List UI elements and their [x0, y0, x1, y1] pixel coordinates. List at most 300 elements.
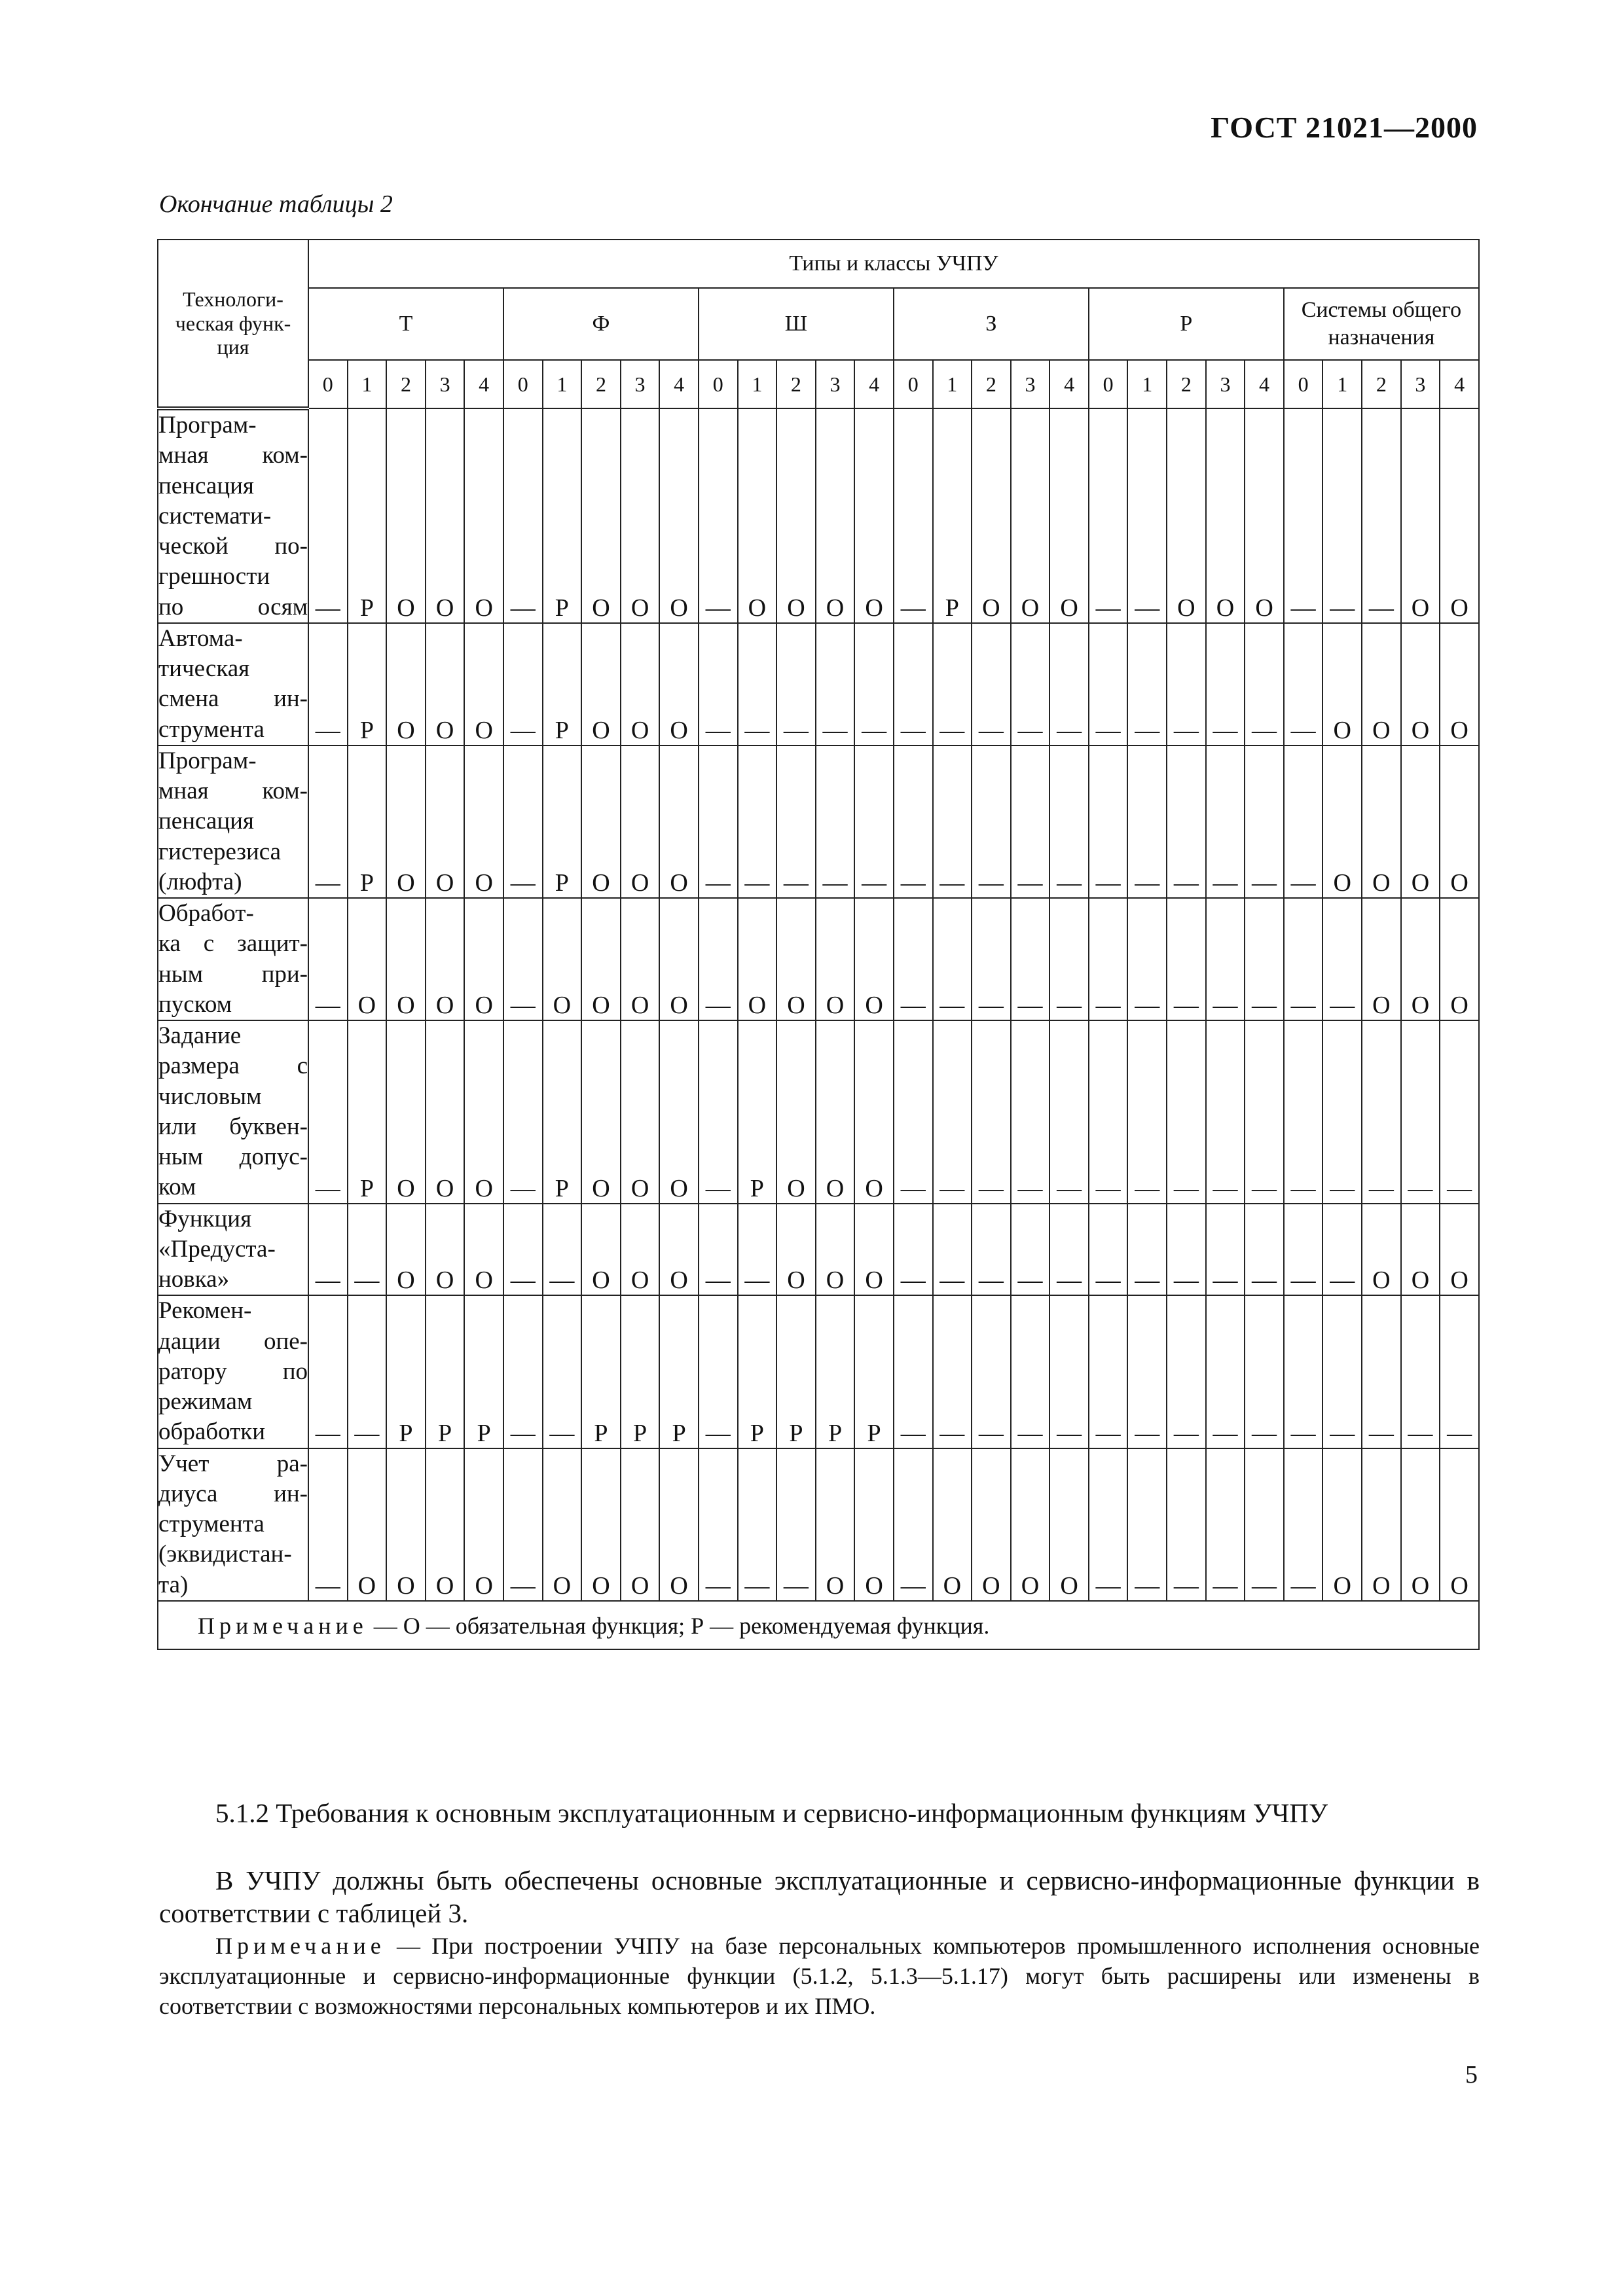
value-cell: —	[1127, 408, 1167, 623]
class-header: 0	[1284, 360, 1323, 408]
value-cell: —	[1284, 898, 1323, 1020]
value-cell: Р	[543, 408, 582, 623]
value-cell: О	[426, 408, 465, 623]
value-cell: —	[308, 1020, 348, 1204]
value-cell: —	[933, 1020, 972, 1204]
value-cell: —	[894, 408, 933, 623]
value-cell: О	[621, 1204, 660, 1296]
value-cell: О	[659, 408, 699, 623]
value-cell: —	[1245, 898, 1284, 1020]
group-header: Т	[308, 288, 503, 360]
value-cell: —	[308, 408, 348, 623]
class-header: 4	[1049, 360, 1089, 408]
value-cell: —	[1401, 1295, 1440, 1448]
value-cell: О	[1440, 1448, 1479, 1601]
value-cell: О	[816, 898, 855, 1020]
value-cell: Р	[933, 408, 972, 623]
value-cell: —	[1089, 408, 1128, 623]
table-row	[158, 1204, 1479, 1296]
value-cell: О	[1401, 1204, 1440, 1296]
class-header: 2	[386, 360, 426, 408]
value-cell: —	[894, 1204, 933, 1296]
value-cell: О	[621, 898, 660, 1020]
value-cell: О	[816, 408, 855, 623]
function-name-cell: Програм- мная ком- пенсация системати- ческой по- грешности по осям	[158, 408, 308, 623]
value-cell: О	[659, 1204, 699, 1296]
value-cell: —	[1011, 898, 1050, 1020]
value-cell: —	[1049, 1204, 1089, 1296]
table-row	[158, 623, 1479, 745]
value-cell: О	[464, 898, 503, 1020]
value-cell: О	[543, 1448, 582, 1601]
table-row	[158, 408, 1479, 623]
value-cell: О	[854, 898, 894, 1020]
value-cell: —	[1089, 745, 1128, 898]
value-cell: —	[348, 1295, 387, 1448]
value-cell: Р	[426, 1295, 465, 1448]
value-cell: О	[972, 1448, 1011, 1601]
value-cell: —	[1206, 623, 1245, 745]
value-cell: —	[1127, 623, 1167, 745]
value-cell: —	[1206, 1020, 1245, 1204]
value-cell: —	[1049, 745, 1089, 898]
value-cell: —	[1322, 898, 1362, 1020]
value-cell: —	[776, 623, 816, 745]
value-cell: —	[308, 1204, 348, 1296]
value-cell: О	[854, 1204, 894, 1296]
value-cell: О	[464, 1204, 503, 1296]
value-cell: —	[1206, 1448, 1245, 1601]
class-header: 4	[659, 360, 699, 408]
value-cell: —	[1089, 623, 1128, 745]
value-cell: —	[1089, 1020, 1128, 1204]
section-body: В УЧПУ должны быть обеспечены основные эксплуатационные и сервисно-информационные функции в соответствии с таблицей 3.	[159, 1865, 1480, 1929]
value-cell: Р	[464, 1295, 503, 1448]
value-cell: —	[503, 623, 543, 745]
table-row	[158, 745, 1479, 898]
value-cell: О	[386, 898, 426, 1020]
class-header: 3	[1011, 360, 1050, 408]
value-cell: —	[854, 745, 894, 898]
class-header: 0	[503, 360, 543, 408]
value-cell: —	[1284, 1448, 1323, 1601]
value-cell: —	[1127, 1448, 1167, 1601]
value-cell: О	[581, 623, 621, 745]
class-header: 1	[738, 360, 777, 408]
value-cell: О	[426, 1020, 465, 1204]
value-cell: —	[933, 1295, 972, 1448]
value-cell: —	[1167, 1295, 1206, 1448]
value-cell: —	[1245, 1204, 1284, 1296]
function-name-cell: Функция «Предуста- новка»	[158, 1204, 308, 1296]
value-cell: О	[1401, 1448, 1440, 1601]
value-cell: О	[1401, 745, 1440, 898]
class-header: 3	[621, 360, 660, 408]
value-cell: —	[1127, 1204, 1167, 1296]
value-cell: Р	[543, 745, 582, 898]
value-cell: —	[1167, 1020, 1206, 1204]
value-cell: —	[1127, 745, 1167, 898]
class-header: 1	[1127, 360, 1167, 408]
function-column-header: Технологи- ческая функ- ция	[158, 240, 308, 408]
value-cell: О	[1322, 623, 1362, 745]
value-cell: О	[581, 745, 621, 898]
value-cell: —	[699, 1204, 738, 1296]
value-cell: —	[1089, 1448, 1128, 1601]
class-header: 0	[894, 360, 933, 408]
value-cell: О	[426, 898, 465, 1020]
value-cell: О	[1206, 408, 1245, 623]
value-cell: О	[426, 623, 465, 745]
value-cell: Р	[738, 1295, 777, 1448]
value-cell: —	[894, 623, 933, 745]
value-cell: —	[894, 1448, 933, 1601]
value-cell: О	[621, 745, 660, 898]
value-cell: О	[464, 1020, 503, 1204]
table-row	[158, 898, 1479, 1020]
value-cell: О	[776, 1020, 816, 1204]
class-header: 2	[1167, 360, 1206, 408]
value-cell: О	[386, 1448, 426, 1601]
table-row	[158, 1020, 1479, 1204]
class-header: 4	[464, 360, 503, 408]
value-cell: О	[621, 1020, 660, 1204]
value-cell: О	[386, 408, 426, 623]
class-header: 4	[1440, 360, 1479, 408]
value-cell: Р	[854, 1295, 894, 1448]
class-header: 1	[1322, 360, 1362, 408]
value-cell: О	[816, 1020, 855, 1204]
value-cell: О	[348, 898, 387, 1020]
value-cell: —	[1167, 898, 1206, 1020]
value-cell: О	[621, 1448, 660, 1601]
value-cell: О	[464, 745, 503, 898]
value-cell: О	[1401, 623, 1440, 745]
value-cell: О	[854, 408, 894, 623]
value-cell: —	[1284, 623, 1323, 745]
class-header: 1	[933, 360, 972, 408]
value-cell: О	[659, 1020, 699, 1204]
value-cell: —	[972, 1020, 1011, 1204]
value-cell: —	[308, 1448, 348, 1601]
value-cell: —	[1011, 1204, 1050, 1296]
group-header-row	[158, 288, 1479, 360]
value-cell: О	[659, 1448, 699, 1601]
value-cell: —	[699, 745, 738, 898]
value-cell: О	[621, 623, 660, 745]
value-cell: —	[1049, 898, 1089, 1020]
value-cell: —	[543, 1295, 582, 1448]
value-cell: О	[426, 1204, 465, 1296]
value-cell: —	[1011, 1295, 1050, 1448]
value-cell: —	[972, 623, 1011, 745]
value-cell: —	[1049, 1020, 1089, 1204]
value-cell: —	[308, 1295, 348, 1448]
value-cell: —	[699, 1295, 738, 1448]
value-cell: О	[1362, 1204, 1401, 1296]
value-cell: О	[581, 1020, 621, 1204]
value-cell: —	[972, 745, 1011, 898]
value-cell: —	[854, 623, 894, 745]
section-heading: 5.1.2 Требования к основным эксплуатационным и сервисно-информационным функциям УЧПУ	[215, 1798, 1328, 1828]
value-cell: О	[659, 745, 699, 898]
value-cell: —	[894, 745, 933, 898]
value-cell: —	[1049, 1295, 1089, 1448]
value-cell: —	[1167, 1204, 1206, 1296]
value-cell: О	[816, 1204, 855, 1296]
value-cell: —	[1440, 1020, 1479, 1204]
value-cell: —	[894, 1020, 933, 1204]
value-cell: —	[699, 408, 738, 623]
value-cell: —	[543, 1204, 582, 1296]
value-cell: О	[1362, 898, 1401, 1020]
value-cell: Р	[348, 1020, 387, 1204]
value-cell: —	[776, 745, 816, 898]
value-cell: О	[776, 408, 816, 623]
value-cell: —	[503, 408, 543, 623]
class-header: 2	[776, 360, 816, 408]
value-cell: —	[503, 1448, 543, 1601]
value-cell: —	[1206, 745, 1245, 898]
value-cell: О	[1440, 745, 1479, 898]
value-cell: —	[1167, 745, 1206, 898]
value-cell: —	[308, 623, 348, 745]
section-note: Примечание — При построении УЧПУ на базе персональных компьютеров промышленного исполнения основные эксплуатационные и сервисно-информационные функции (5.1.2, 5.1.3—5.1.17) могут быть расширены или изменены в соответствии с возможностями персональных компьютеров и их ПМО.	[159, 1933, 1480, 2020]
value-cell: —	[816, 623, 855, 745]
function-name-cell: Програм- мная ком- пенсация гистерезиса (люфта)	[158, 745, 308, 898]
value-cell: О	[1362, 623, 1401, 745]
value-cell: О	[581, 898, 621, 1020]
value-cell: —	[1011, 623, 1050, 745]
class-header-row	[158, 360, 1479, 408]
value-cell: О	[426, 745, 465, 898]
value-cell: О	[1362, 745, 1401, 898]
class-header: 4	[1245, 360, 1284, 408]
function-name-cell: Обработ- ка с защит- ным при- пуском	[158, 898, 308, 1020]
value-cell: —	[972, 1204, 1011, 1296]
value-cell: Р	[348, 408, 387, 623]
value-cell: О	[1322, 745, 1362, 898]
value-cell: —	[699, 623, 738, 745]
value-cell: —	[894, 898, 933, 1020]
table-note: Примечание — О — обязательная функция; Р — рекомендуемая функция.	[158, 1601, 1479, 1649]
class-header: 0	[308, 360, 348, 408]
value-cell: —	[1245, 1020, 1284, 1204]
value-cell: О	[659, 623, 699, 745]
value-cell: О	[1440, 408, 1479, 623]
value-cell: —	[738, 1448, 777, 1601]
value-cell: —	[1284, 745, 1323, 898]
value-cell: —	[1322, 1204, 1362, 1296]
value-cell: О	[464, 408, 503, 623]
value-cell: —	[1440, 1295, 1479, 1448]
document-code: ГОСТ 21021—2000	[1211, 111, 1478, 144]
types-header: Типы и классы УЧПУ	[308, 240, 1479, 288]
value-cell: —	[1089, 1204, 1128, 1296]
value-cell: —	[1245, 623, 1284, 745]
value-cell: О	[386, 1204, 426, 1296]
value-cell: —	[503, 1295, 543, 1448]
value-cell: —	[933, 1204, 972, 1296]
class-header: 2	[581, 360, 621, 408]
value-cell: —	[1284, 408, 1323, 623]
group-header: Ш	[699, 288, 894, 360]
value-cell: О	[581, 408, 621, 623]
value-cell: —	[1089, 1295, 1128, 1448]
value-cell: О	[972, 408, 1011, 623]
value-cell: О	[621, 408, 660, 623]
value-cell: —	[503, 898, 543, 1020]
value-cell: О	[1401, 898, 1440, 1020]
value-cell: О	[1440, 623, 1479, 745]
value-cell: —	[699, 1448, 738, 1601]
group-header: Системы общего назначения	[1284, 288, 1479, 360]
value-cell: —	[1284, 1204, 1323, 1296]
value-cell: О	[1362, 1448, 1401, 1601]
value-cell: О	[1401, 408, 1440, 623]
value-cell: —	[738, 1204, 777, 1296]
value-cell: О	[1322, 1448, 1362, 1601]
value-cell: О	[659, 898, 699, 1020]
value-cell: —	[699, 1020, 738, 1204]
value-cell: Р	[621, 1295, 660, 1448]
value-cell: —	[1206, 898, 1245, 1020]
value-cell: —	[738, 745, 777, 898]
value-cell: —	[1322, 408, 1362, 623]
value-cell: —	[1127, 1295, 1167, 1448]
value-cell: —	[933, 745, 972, 898]
function-name-cell: Автома- тическая смена ин- струмента	[158, 623, 308, 745]
class-header: 4	[854, 360, 894, 408]
value-cell: О	[426, 1448, 465, 1601]
value-cell: О	[386, 1020, 426, 1204]
class-header: 3	[1401, 360, 1440, 408]
value-cell: О	[1049, 408, 1089, 623]
value-cell: —	[1127, 898, 1167, 1020]
value-cell: —	[1284, 1295, 1323, 1448]
value-cell: —	[1127, 1020, 1167, 1204]
value-cell: О	[738, 898, 777, 1020]
value-cell: О	[1245, 408, 1284, 623]
value-cell: О	[816, 1448, 855, 1601]
value-cell: Р	[816, 1295, 855, 1448]
value-cell: О	[1440, 898, 1479, 1020]
group-header: Р	[1089, 288, 1284, 360]
function-name-cell: Задание размера с числовым или буквен- ным допус- ком	[158, 1020, 308, 1204]
value-cell: —	[1206, 1295, 1245, 1448]
value-cell: —	[1011, 745, 1050, 898]
value-cell: О	[1011, 408, 1050, 623]
value-cell: —	[308, 898, 348, 1020]
functions-table	[157, 239, 1480, 1650]
value-cell: —	[503, 1020, 543, 1204]
value-cell: —	[816, 745, 855, 898]
value-cell: О	[933, 1448, 972, 1601]
value-cell: —	[1245, 1448, 1284, 1601]
value-cell: О	[854, 1020, 894, 1204]
value-cell: Р	[348, 745, 387, 898]
value-cell: Р	[543, 623, 582, 745]
value-cell: —	[1284, 1020, 1323, 1204]
class-header: 2	[972, 360, 1011, 408]
value-cell: —	[776, 1448, 816, 1601]
class-header: 2	[1362, 360, 1401, 408]
table-caption: Окончание таблицы 2	[159, 190, 393, 218]
table-row	[158, 1448, 1479, 1601]
value-cell: —	[933, 898, 972, 1020]
value-cell: —	[1167, 623, 1206, 745]
value-cell: О	[1440, 1204, 1479, 1296]
value-cell: —	[1401, 1020, 1440, 1204]
value-cell: —	[1322, 1295, 1362, 1448]
class-header: 1	[348, 360, 387, 408]
value-cell: —	[1245, 1295, 1284, 1448]
function-name-cell: Учет ра- диуса ин- струмента (эквидистан- та)	[158, 1448, 308, 1601]
value-cell: —	[933, 623, 972, 745]
value-cell: О	[776, 1204, 816, 1296]
value-cell: О	[386, 623, 426, 745]
value-cell: —	[348, 1204, 387, 1296]
value-cell: О	[776, 898, 816, 1020]
value-cell: О	[386, 745, 426, 898]
class-header: 0	[1089, 360, 1128, 408]
value-cell: —	[503, 1204, 543, 1296]
value-cell: О	[581, 1204, 621, 1296]
value-cell: Р	[543, 1020, 582, 1204]
value-cell: —	[738, 623, 777, 745]
value-cell: О	[543, 898, 582, 1020]
value-cell: —	[1362, 1295, 1401, 1448]
value-cell: О	[854, 1448, 894, 1601]
class-header: 1	[543, 360, 582, 408]
function-name-cell: Рекомен- дации опе- ратору по режимам обработки	[158, 1295, 308, 1448]
value-cell: Р	[738, 1020, 777, 1204]
table-row	[158, 1295, 1479, 1448]
value-cell: —	[1206, 1204, 1245, 1296]
value-cell: —	[894, 1295, 933, 1448]
value-cell: —	[972, 898, 1011, 1020]
class-header: 3	[426, 360, 465, 408]
value-cell: О	[348, 1448, 387, 1601]
value-cell: —	[503, 745, 543, 898]
value-cell: —	[1167, 1448, 1206, 1601]
class-header: 3	[1206, 360, 1245, 408]
value-cell: Р	[659, 1295, 699, 1448]
value-cell: О	[464, 623, 503, 745]
value-cell: О	[1011, 1448, 1050, 1601]
value-cell: О	[581, 1448, 621, 1601]
value-cell: Р	[581, 1295, 621, 1448]
value-cell: —	[1245, 745, 1284, 898]
value-cell: О	[1167, 408, 1206, 623]
value-cell: О	[738, 408, 777, 623]
group-header: Ф	[503, 288, 699, 360]
value-cell: О	[464, 1448, 503, 1601]
value-cell: —	[1362, 408, 1401, 623]
value-cell: Р	[348, 623, 387, 745]
group-header: З	[894, 288, 1089, 360]
value-cell: —	[308, 745, 348, 898]
value-cell: —	[1089, 898, 1128, 1020]
value-cell: —	[699, 898, 738, 1020]
value-cell: —	[1011, 1020, 1050, 1204]
value-cell: Р	[386, 1295, 426, 1448]
value-cell: —	[1049, 623, 1089, 745]
class-header: 0	[699, 360, 738, 408]
page-number: 5	[1465, 2061, 1478, 2089]
value-cell: —	[1322, 1020, 1362, 1204]
value-cell: —	[972, 1295, 1011, 1448]
